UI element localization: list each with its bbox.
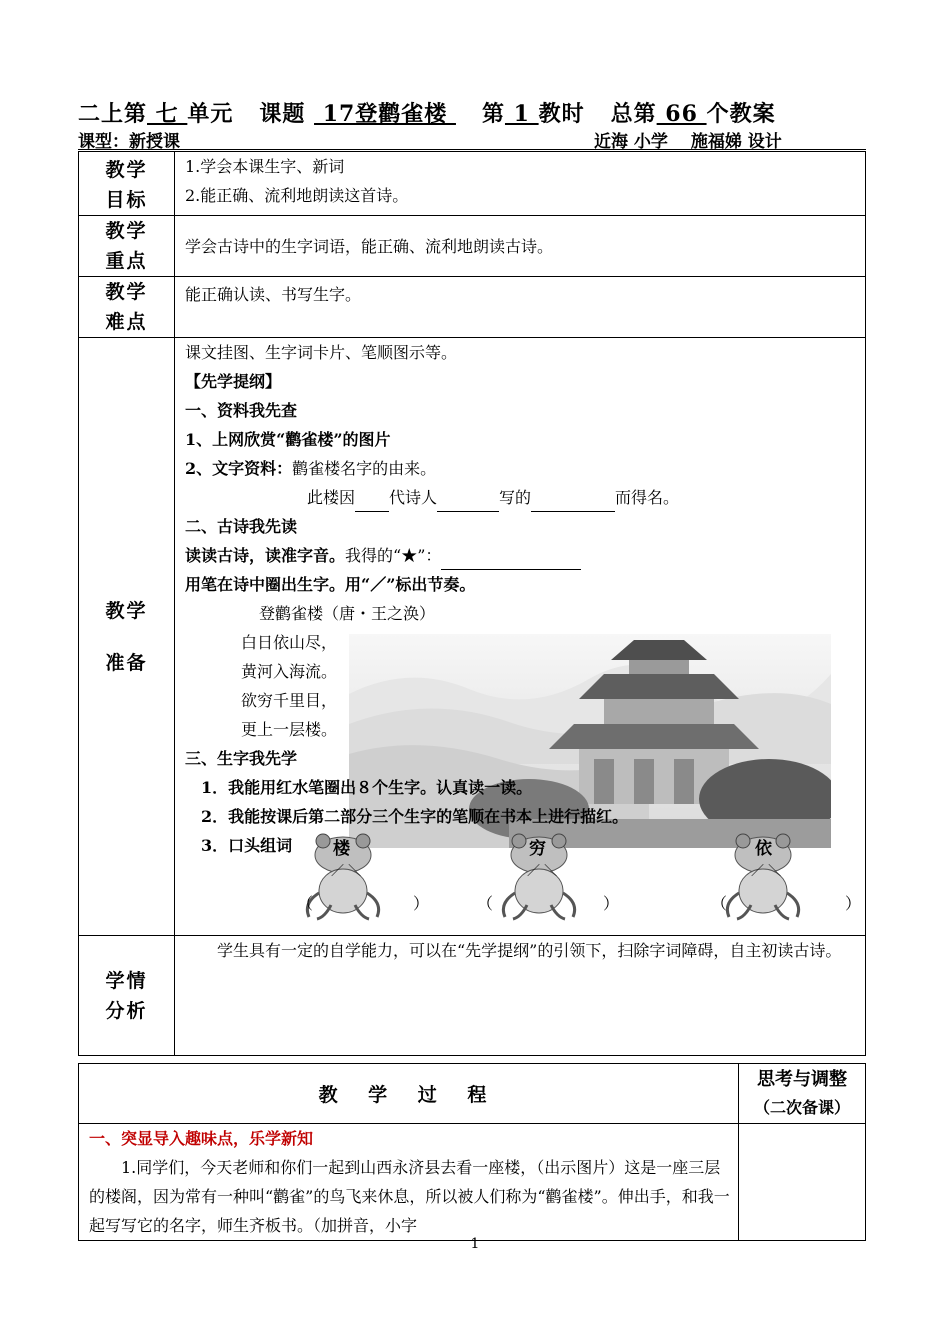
section-2-title: 二、古诗我先读 (185, 517, 298, 536)
outline-title: 【先学提纲】 (185, 372, 282, 391)
difficulties-content: 能正确认读、书写生字。 (175, 277, 866, 338)
poem-line: 欲穷千里目， (241, 691, 338, 710)
adjust-column-header: 思考与调整 （二次备课） (739, 1064, 866, 1124)
preparation-label: 教学 准备 (79, 338, 175, 936)
key-points-label: 教学 重点 (79, 216, 175, 277)
blank-field[interactable] (355, 491, 389, 512)
frog-branches: ／ ＼ (527, 864, 558, 879)
section-3-item: 3．口头组词 (201, 836, 293, 855)
frog-word-card (711, 833, 862, 921)
preparation-content (175, 338, 866, 936)
frog-branches: ／ ＼ (331, 864, 362, 879)
frog-paren-left: （ (711, 894, 728, 913)
poem-title: 登鹳雀楼（唐・王之涣） (259, 604, 436, 623)
objective-item: 2.能正确、流利地朗读这首诗。 (185, 186, 409, 205)
key-points-content: 学会古诗中的生字词语，能正确、流利地朗读古诗。 (175, 216, 866, 277)
difficulties-label: 教学 难点 (79, 277, 175, 338)
frog-branches: ／ ＼ (751, 864, 782, 879)
poem-line: 更上一层楼。 (241, 720, 338, 739)
lesson-type: 课型：新授课 (78, 132, 180, 152)
process-title: 教 学 过 程 (79, 1064, 739, 1124)
designer: 近海 小学 施福娣 设计 (594, 132, 782, 152)
step-1-title: 一、突显导入趣味点，乐学新知 (89, 1129, 314, 1148)
table-spacer (79, 1056, 866, 1064)
unit-suffix: 单元 (187, 101, 234, 127)
lesson-plan-table (78, 151, 866, 1241)
process-step (79, 1124, 739, 1241)
lesson-prefix: 课题 (259, 101, 306, 127)
section-1-title: 一、资料我先查 (185, 401, 298, 420)
section-3-item: 2．我能按课后第二部分三个生字的笔顺在书本上进行描红。 (201, 807, 629, 826)
section-2-line-1: 读读古诗，读准字音。我得的“★”： (185, 541, 865, 570)
analysis-label: 学情 分析 (79, 936, 175, 1056)
section-1-item-2: 2、文字资料：鹳雀楼名字的由来。 (185, 459, 437, 478)
fill-in-line: 此楼因 代诗人 写的 而得名。 (185, 483, 865, 512)
section-2-line-2: 用笔在诗中圈出生字。用“／”标出节奏。 (185, 575, 476, 594)
poem-line: 白日依山尽， (241, 633, 338, 652)
total-number: 66 (656, 101, 707, 127)
total-prefix: 总第 (610, 101, 657, 127)
frog-character: 楼 (333, 839, 350, 859)
step-1-text: 1.同学们，今天老师和你们一起到山西永济县去看一座楼，（出示图片）这是一座三层的楼阁，因为常有一种叫“鹳雀”的鸟飞来休息，所以被人们称为“鹳雀楼”。伸出手，和我一起写写它的名字，师生齐板书。（加拼音，小字 (89, 1158, 730, 1235)
adjust-column-cell (739, 1124, 866, 1241)
frog-paren-left: （ (297, 894, 314, 913)
page-number: 1 (470, 1236, 480, 1252)
objective-item: 1.学会本课生字、新词 (185, 157, 345, 176)
star-count-field[interactable] (441, 549, 581, 570)
total-suffix: 个教案 (706, 101, 776, 127)
analysis-content: 学生具有一定的自学能力，可以在“先学提纲”的引领下，扫除字词障碍，自主初读古诗。 (175, 936, 866, 1056)
unit-number: 七 (147, 101, 188, 127)
lesson-title: 17登鹳雀楼 (314, 101, 456, 127)
poem-line: 黄河入海流。 (241, 662, 338, 681)
frog-paren-right: ） (603, 894, 620, 913)
frog-paren-right: ） (413, 894, 430, 913)
period-number: 1 (504, 101, 539, 127)
blank-field[interactable] (531, 491, 615, 512)
frog-paren-left: （ (477, 894, 494, 913)
frog-word-card (477, 833, 620, 921)
objectives-label: 教学 目标 (79, 152, 175, 216)
blank-field[interactable] (437, 491, 499, 512)
frog-word-card (295, 833, 430, 921)
section-3-item: 1．我能用红水笔圈出８个生字。认真读一读。 (201, 778, 533, 797)
section-3-title: 三、生字我先学 (185, 749, 298, 768)
materials-text: 课文挂图、生字词卡片、笔顺图示等。 (185, 343, 458, 362)
lesson-header (78, 97, 776, 128)
period-suffix: 教时 (538, 101, 585, 127)
frog-paren-right: ） (845, 894, 862, 913)
header-divider (78, 149, 866, 150)
objectives-content (175, 152, 866, 216)
period-prefix: 第 (481, 101, 505, 127)
frog-character: 依 (755, 839, 772, 859)
frog-character: 穷 (529, 839, 546, 859)
grade-prefix: 二上第 (78, 101, 148, 127)
section-1-item-1: 1、上网欣赏“鹳雀楼”的图片 (185, 430, 391, 449)
